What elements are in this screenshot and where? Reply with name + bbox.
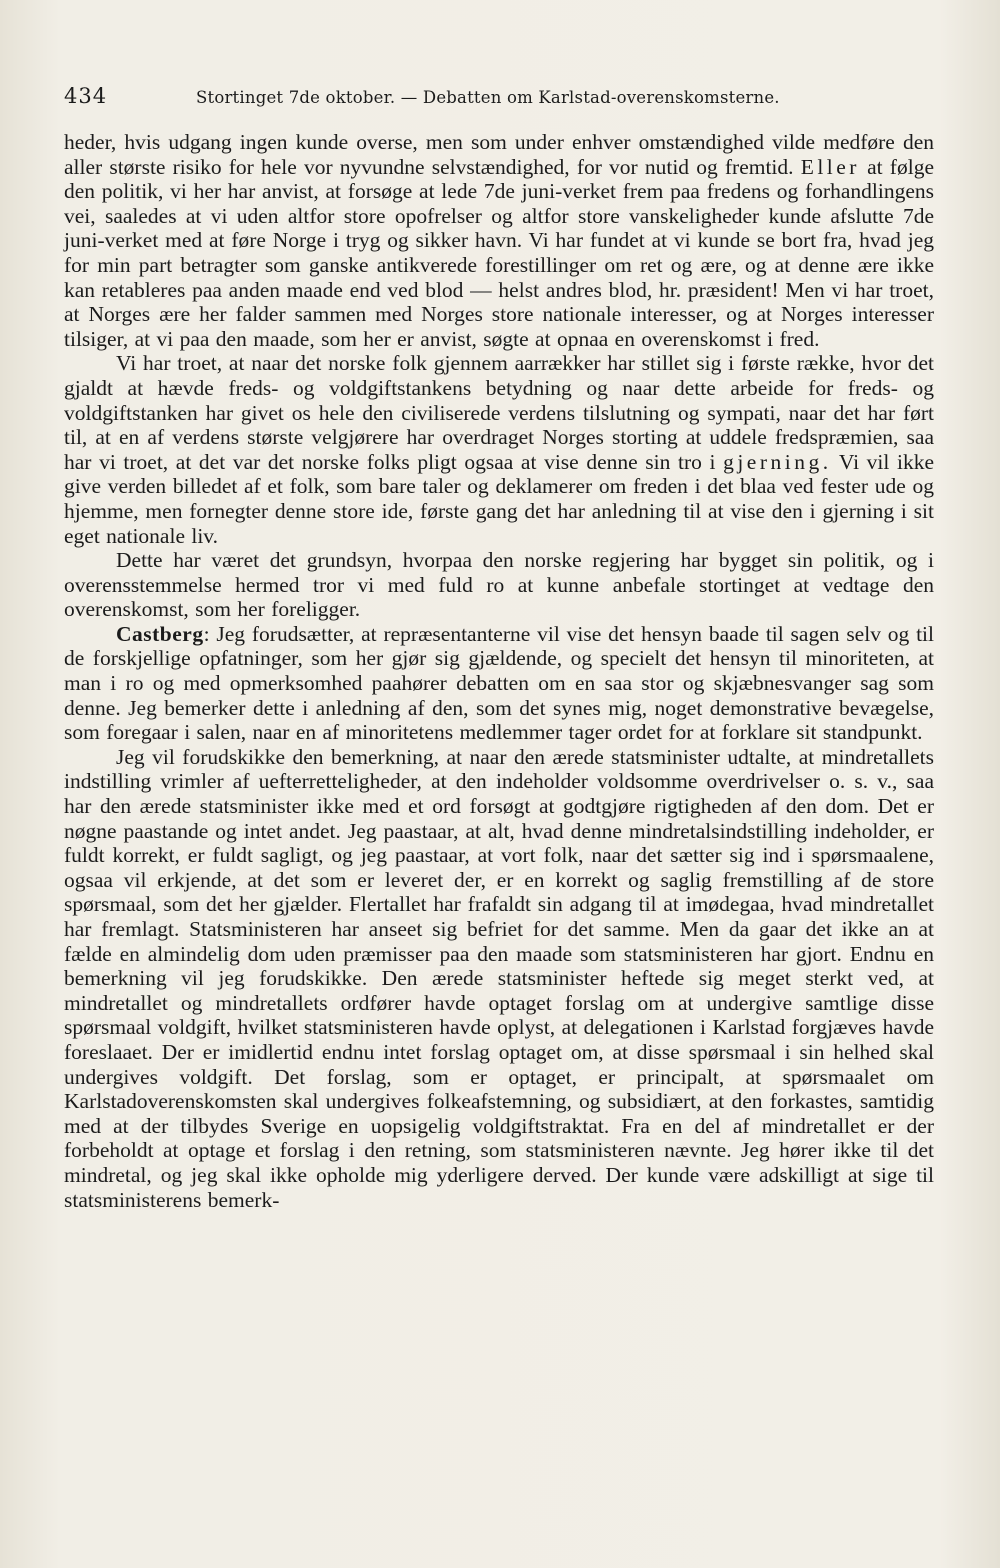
running-head-title: Stortinget 7de oktober. — Debatten om Karlstad-overenskomsterne. [196,88,780,107]
running-head [64,84,934,114]
emphasis-spaced: gjerning. [723,449,832,474]
paragraph: Jeg vil forudskikke den bemerkning, at naar den ærede statsminister udtalte, at mindretallets indstilling vrimler af uefterretteligheder, at den indeholder voldsomme overdrivelser o. s. v., saa har den ærede statsminister ikke med et ord forsøgt at godtgjøre rigtigheden af den dom. Det er nøgne paastande og intet andet. Jeg paastaar, at alt, hvad denne mindretalsindstilling indeholder, er fuldt korrekt, er fuldt sagligt, og jeg paastaar, at vort folk, naar det sætter sig ind i spørsmaalene, ogsaa vil erkjende, at det som er leveret der, er en korrekt og saglig fremstilling af de store spørsmaal, som det her gjælder. Flertallet har frafaldt sin adgang til at imødegaa, hvad mindretallet har fremlagt. Statsministeren har anseet sig befriet for det samme. Men da gaar det ikke an at fælde en almindelig dom uden præmisser paa den maade som statsministeren har gjort. Endnu en bemerkning vil jeg forudskikke. Den ærede statsminister heftede sig meget sterkt ved, at mindretallet og mindretallets ordfører havde optaget forslag om at undergive samtlige disse spørsmaal voldgift, hvilket statsministeren havde oplyst, at delegationen i Karlstad forgjæves havde foreslaaet. Der er imidlertid endnu intet forslag optaget om, at disse spørsmaal i sin helhed skal undergives voldgift. Det forslag, som er optaget, er principalt, at spørsmaalet om Karlstadoverenskomsten skal undergives folkeafstemning, og subsidiært, at den forkastes, samtidig med at der tilbydes Sverige en uopsigelig voldgiftstraktat. Fra en del af mindretallet er der forbeholdt at optage et forslag i den retning, som statsministeren nævnte. Jeg hører ikke til det mindretal, og jeg skal ikke opholde mig yderligere derved. Der kunde være adskilligt at sige til statsministerens bemerk- [64,744,934,1212]
body-text [64,130,934,1212]
paragraph: Castberg: Jeg forudsætter, at repræsentanterne vil vise det hensyn baade til sagen selv og til de forskjellige opfatninger, som her gjør sig gjældende, og specielt det hensyn til minoriteten, at man i ro og med opmerksomhed paahører debatten om en saa stor og skjæbnesvanger sag som denne. Jeg bemerker dette i anledning af den, som det synes mig, noget demonstrative bevægelse, som foregaar i salen, naar en af minoritetens medlemmer tager ordet for at forklare sit standpunkt. [64,621,934,745]
emphasis-spaced: Eller [800,154,860,179]
page-number: 434 [64,84,108,108]
paragraph: Dette har været det grundsyn, hvorpaa den norske regjering har bygget sin politik, og i overensstemmelse hermed tror vi med fuld ro at kunne anbefale stortinget at vedtage den overenskomst, som her foreligger. [64,548,934,622]
speaker-name: Castberg [116,621,204,646]
paragraph: Vi har troet, at naar det norske folk gjennem aarrækker har stillet sig i første række, hvor det gjaldt at hævde freds- og voldgiftstankens betydning og naar dette arbeide for freds- og voldgiftstanken har givet os hele den civiliserede verdens tilslutning og sympati, naar det har ført til, at en af verdens største velgjørere har overdraget Norges storting at uddele fredspræmien, saa har vi troet, at det var det norske folks pligt ogsaa at vise denne sin tro i gjerning. Vi vil ikke give verden billedet af et folk, som bare taler og deklamerer om freden i det blaa ved fester ude og hjemme, men fornegter denne store ide, første gang det har anledning til at vise den i gjerning i sit eget nationale liv. [64,351,934,548]
paragraph: heder, hvis udgang ingen kunde overse, men som under enhver omstændighed vilde medføre den aller største risiko for hele vor nyvundne selvstændighed, for vor nutid og fremtid. Eller at følge den politik, vi her har anvist, at forsøge at lede 7de juni-verket frem paa fredens og forhandlingens vei, saaledes at vi uden altfor store opofrelser og altfor store vanskeligheder kunde afslutte 7de juni-verket med at føre Norge i tryg og sikker havn. Vi har fundet at vi kunde se bort fra, hvad jeg for min part betragter som ganske antikverede forestillinger om ret og ære, og at denne ære ikke kan retableres paa anden maade end ved blod — helst andres blod, hr. præsident! Men vi har troet, at Norges ære her falder sammen med Norges store nationale interesser, og at Norges interesser tilsiger, at vi paa den maade, som her er anvist, søgte at opnaa en overenskomst i fred. [64,130,934,351]
